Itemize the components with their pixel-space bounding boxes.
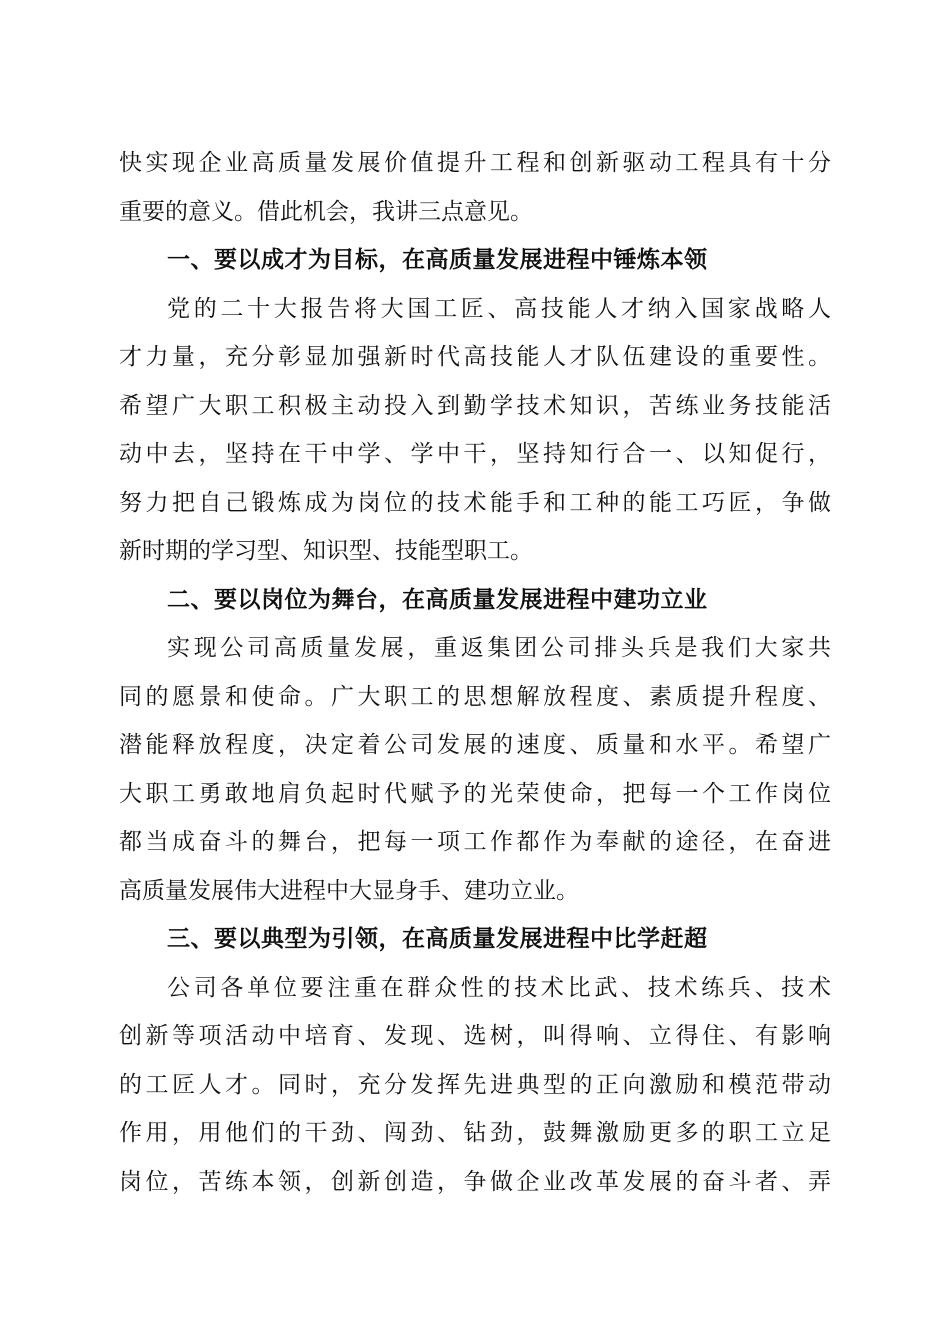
body-line: 努力把自己锻炼成为岗位的技术能手和工种的能工巧匠，争做: [119, 489, 831, 516]
body-line: 作用，用他们的干劲、闯劲、钻劲，鼓舞激励更多的职工立足: [119, 1120, 831, 1146]
body-line: 实现公司高质量发展，重返集团公司排头兵是我们大家共: [167, 635, 831, 661]
body-line: 都当成奋斗的舞台，把每一项工作都作为奉献的途径，在奋进: [119, 829, 831, 855]
section-heading-3: 三、要以典型为引领，在高质量发展进程中比学赶超: [167, 926, 708, 952]
body-line: 才力量，充分彰显加强新时代高技能人才队伍建设的重要性。: [119, 344, 831, 370]
section-heading-1: 一、要以成才为目标，在高质量发展进程中锤炼本领: [167, 247, 708, 273]
body-line: 高质量发展伟大进程中大显身手、建功立业。: [119, 877, 579, 904]
section-heading-2: 二、要以岗位为舞台，在高质量发展进程中建功立业: [167, 586, 708, 613]
body-line: 党的二十大报告将大国工匠、高技能人才纳入国家战略人: [167, 295, 831, 322]
body-line: 重要的意义。借此机会，我讲三点意见。: [119, 198, 533, 225]
body-line: 创新等项活动中培育、发现、选树，叫得响、立得住、有影响: [119, 1023, 831, 1049]
document-page: [119, 139, 831, 1206]
body-line: 的工匠人才。同时，充分发挥先进典型的正向激励和模范带动: [119, 1071, 831, 1098]
body-line: 新时期的学习型、知识型、技能型职工。: [119, 538, 533, 564]
body-line: 动中去，坚持在干中学、学中干，坚持知行合一、以知促行，: [119, 441, 831, 467]
body-line: 公司各单位要注重在群众性的技术比武、技术练兵、技术: [167, 974, 831, 1001]
body-line: 大职工勇敢地肩负起时代赋予的光荣使命，把每一个工作岗位: [119, 780, 831, 807]
body-line: 希望广大职工积极主动投入到勤学技术知识，苦练业务技能活: [119, 392, 831, 419]
body-line: 岗位，苦练本领，创新创造，争做企业改革发展的奋斗者、弄: [119, 1168, 831, 1195]
body-line: 潜能释放程度，决定着公司发展的速度、质量和水平。希望广: [119, 732, 831, 758]
body-line: 快实现企业高质量发展价值提升工程和创新驱动工程具有十分: [119, 150, 831, 176]
body-line: 同的愿景和使命。广大职工的思想解放程度、素质提升程度、: [119, 683, 831, 710]
